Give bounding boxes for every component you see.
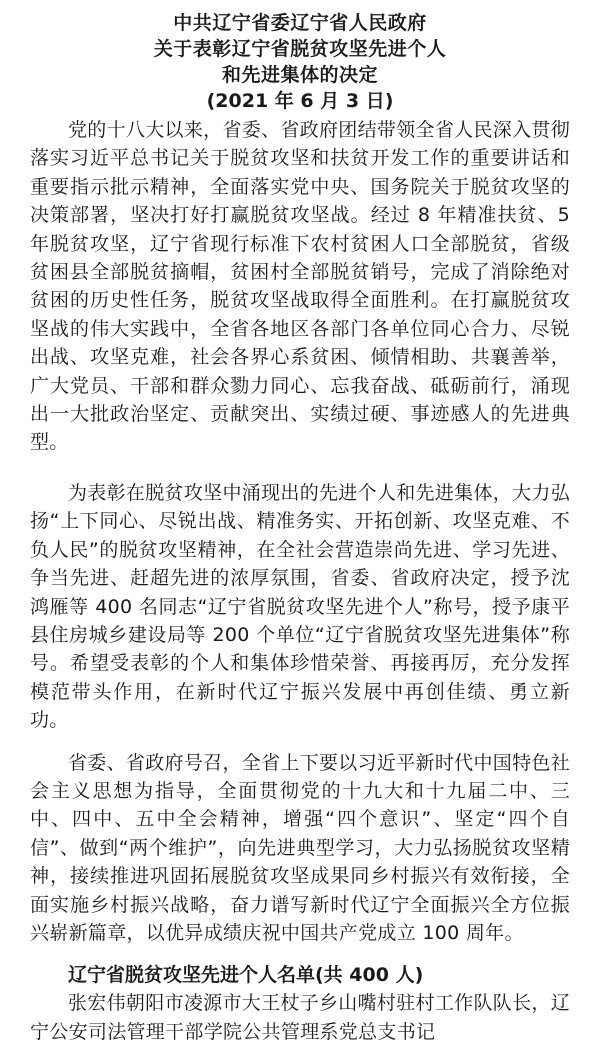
body-paragraph-2: 为表彰在脱贫攻坚中涌现出的先进个人和先进集体，大力弘扬“上下同心、尽锐出战、精准务实、开拓创新、攻坚克难、不负人民”的脱贫攻坚精神，在全社会营造崇尚先进、学习先进、争当先进、赶超先进的浓厚氛围，省委、省政府决定，授予沈鸿雁等 400 名同志“辽宁省脱贫攻坚先进个人”称号，授予康平县住房城乡建设局等 200 个单位“辽宁省脱贫攻坚先进集体”称号。希望受表彰的个人和集体珍惜荣誉、再接再厉，充分发挥模范带头作用，在新时代辽宁振兴发展中再创佳绩、勇立新功。 [30, 481, 570, 732]
honoree-list-heading: 辽宁省脱贫攻坚先进个人名单(共 400 人) [68, 964, 424, 987]
document-date: (2021 年 6 月 3 日) [206, 90, 394, 112]
title-line-1: 中共辽宁省委辽宁省人民政府 [173, 12, 427, 34]
title-line-2: 关于表彰辽宁省脱贫攻坚先进个人 [153, 38, 447, 60]
title-line-3: 和先进集体的决定 [221, 64, 378, 86]
body-paragraph-1: 党的十八大以来，省委、省政府团结带领全省人民深入贯彻落实习近平总书记关于脱贫攻坚和扶贫开发工作的重要讲话和重要指示批示精神，全面落实党中央、国务院关于脱贫攻坚的决策部署，坚决打好打赢脱贫攻坚战。经过 8 年精准扶贫、5 年脱贫攻坚，辽宁省现行标准下农村贫困人口全部脱贫，省级贫困县全部脱贫摘帽，贫困村全部脱贫销号，完成了消除绝对贫困的历史性任务，脱贫攻坚战取得全面胜利。在打赢脱贫攻坚战的伟大实践中，全省各地区各部门各单位同心合力、尽锐出战、攻坚克难，社会各界心系贫困、倾情相助、共襄善举，广大党员、干部和群众勠力同心、忘我奋战、砥砺前行，涌现出一大批政治坚定、贡献突出、实绩过硬、事迹感人的先进典型。 [30, 119, 570, 454]
body-paragraph-3: 省委、省政府号召，全省上下要以习近平新时代中国特色社会主义思想为指导，全面贯彻党的十九大和十九届二中、三中、四中、五中全会精神，增强“四个意识”、坚定“四个自信”、做到“两个维护”，向先进典型学习，大力弘扬脱贫攻坚精神，接续推进巩固拓展脱贫攻坚成果同乡村振兴有效衔接，全面实施乡村振兴战略，奋力谱写新时代辽宁全面振兴全方位振兴崭新篇章，以优异成绩庆祝中国共产党成立 100 周年。 [30, 751, 570, 944]
honoree-entry: 张宏伟朝阳市凌源市大王杖子乡山嘴村驻村工作队队长，辽宁公安司法管理干部学院公共管理系党总支书记 [30, 992, 570, 1043]
document-title [30, 10, 570, 114]
